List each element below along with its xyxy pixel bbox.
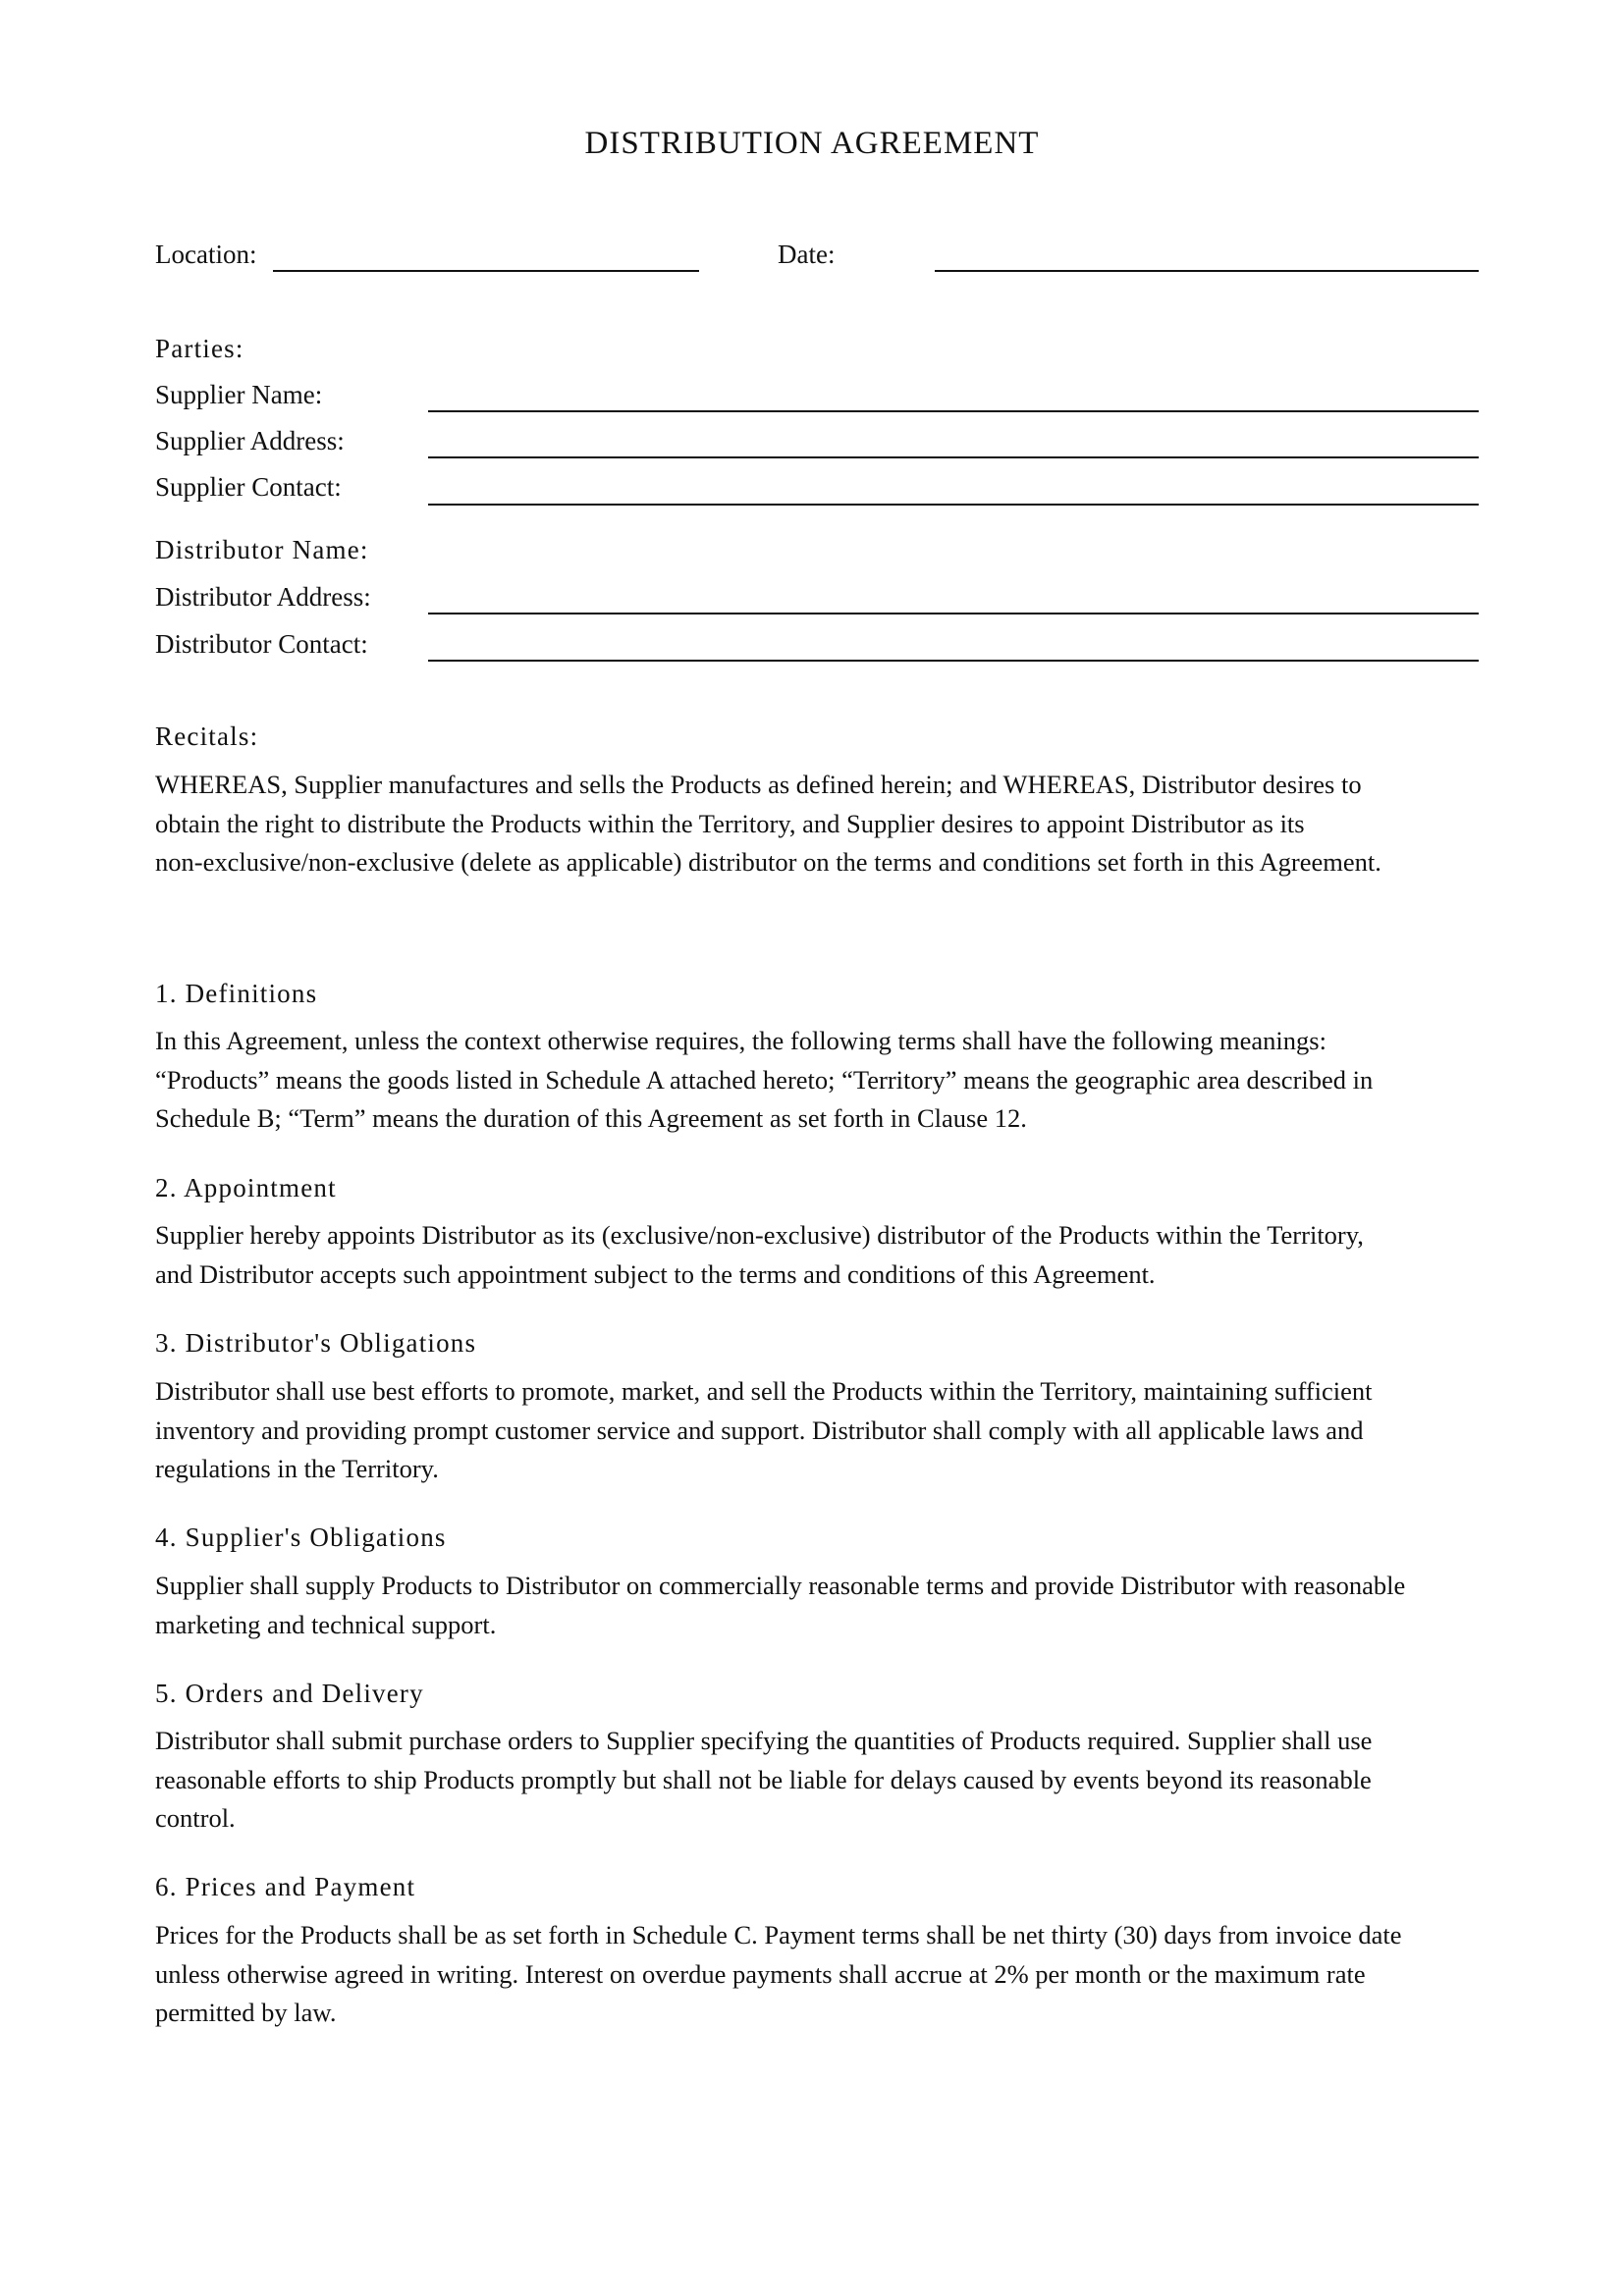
section-line: “Products” means the goods listed in Schedule A attached hereto; “Territory” means the geographic area described in [155, 1064, 1374, 1095]
section-heading: 5. Orders and Delivery [155, 1679, 424, 1708]
supplier-name-label: Supplier Name: [155, 380, 323, 409]
distributor-name-field[interactable] [428, 533, 1483, 566]
date-field[interactable] [935, 238, 1483, 271]
supplier-address-label: Supplier Address: [155, 426, 345, 455]
section-line: unless otherwise agreed in writing. Interest on overdue payments shall accrue at 2% per month or the maximum rate [155, 1958, 1366, 1989]
section-line: Supplier shall supply Products to Distributor on commercially reasonable terms and provide Distributor with reasonable [155, 1571, 1406, 1600]
recitals-text [155, 766, 1490, 882]
section-line: Distributor shall use best efforts to promote, market, and sell the Products within the Territory, maintaining sufficient [155, 1376, 1373, 1406]
section-line: Prices for the Products shall be as set forth in Schedule C. Payment terms shall be net thirty (30) days from invoice date [155, 1920, 1402, 1949]
section-body [155, 1722, 1490, 1839]
document-title: DISTRIBUTION AGREEMENT [584, 126, 1040, 161]
distributor-address-label: Distributor Address: [155, 582, 371, 612]
supplier-name-field[interactable] [428, 378, 1483, 411]
section-line: control. [155, 1803, 236, 1833]
location-field[interactable] [273, 238, 703, 271]
section-heading: 4. Supplier's Obligations [155, 1522, 447, 1552]
recitals-line: obtain the right to distribute the Products within the Territory, and Supplier desires to appoint Distributor as its [155, 808, 1305, 838]
distributor-contact-field[interactable] [428, 627, 1483, 661]
section-line: Supplier hereby appoints Distributor as its (exclusive/non-exclusive) distributor of the Products within the Territory, [155, 1220, 1364, 1250]
parties-heading: Parties: [155, 334, 244, 363]
recitals-heading: Recitals: [155, 721, 259, 751]
section-heading: 2. Appointment [155, 1173, 337, 1202]
supplier-contact-label: Supplier Contact: [155, 472, 342, 502]
section-line: permitted by law. [155, 1998, 337, 2027]
supplier-contact-field[interactable] [428, 471, 1483, 505]
section-heading: 3. Distributor's Obligations [155, 1328, 477, 1358]
section-line: marketing and technical support. [155, 1609, 497, 1639]
section-line: In this Agreement, unless the context otherwise requires, the following terms shall have the following meanings: [155, 1026, 1326, 1055]
section-line: Schedule B; “Term” means the duration of this Agreement as set forth in Clause 12. [155, 1103, 1027, 1133]
section-line: inventory and providing prompt customer service and support. Distributor shall comply with all applicable laws and [155, 1415, 1364, 1445]
location-label: Location: [155, 240, 257, 269]
section-line: and Distributor accepts such appointment subject to the terms and conditions of this Agreement. [155, 1258, 1156, 1289]
recitals-line: non-exclusive/non-exclusive (delete as applicable) distributor on the terms and conditions set forth in this Agreement. [155, 847, 1381, 877]
section-line: Distributor shall submit purchase orders to Supplier specifying the quantities of Products required. Supplier shall use [155, 1726, 1373, 1755]
section-body [155, 1916, 1490, 2033]
date-label: Date: [778, 240, 836, 269]
section-line: regulations in the Territory. [155, 1454, 439, 1483]
distributor-name-label: Distributor Name: [155, 535, 369, 564]
section-line: reasonable efforts to ship Products promptly but shall not be liable for delays caused by events beyond its reasonable [155, 1764, 1372, 1794]
section-body [155, 1022, 1490, 1139]
distributor-address-field[interactable] [428, 580, 1483, 614]
section-body [155, 1372, 1490, 1489]
distributor-contact-label: Distributor Contact: [155, 629, 368, 659]
recitals-line: WHEREAS, Supplier manufactures and sells the Products as defined herein; and WHEREAS, Distributor desires to [155, 770, 1362, 799]
section-heading: 1. Definitions [155, 979, 318, 1008]
section-body [155, 1216, 1490, 1294]
supplier-address-field[interactable] [428, 424, 1483, 457]
section-heading: 6. Prices and Payment [155, 1872, 416, 1901]
section-body [155, 1567, 1490, 1644]
